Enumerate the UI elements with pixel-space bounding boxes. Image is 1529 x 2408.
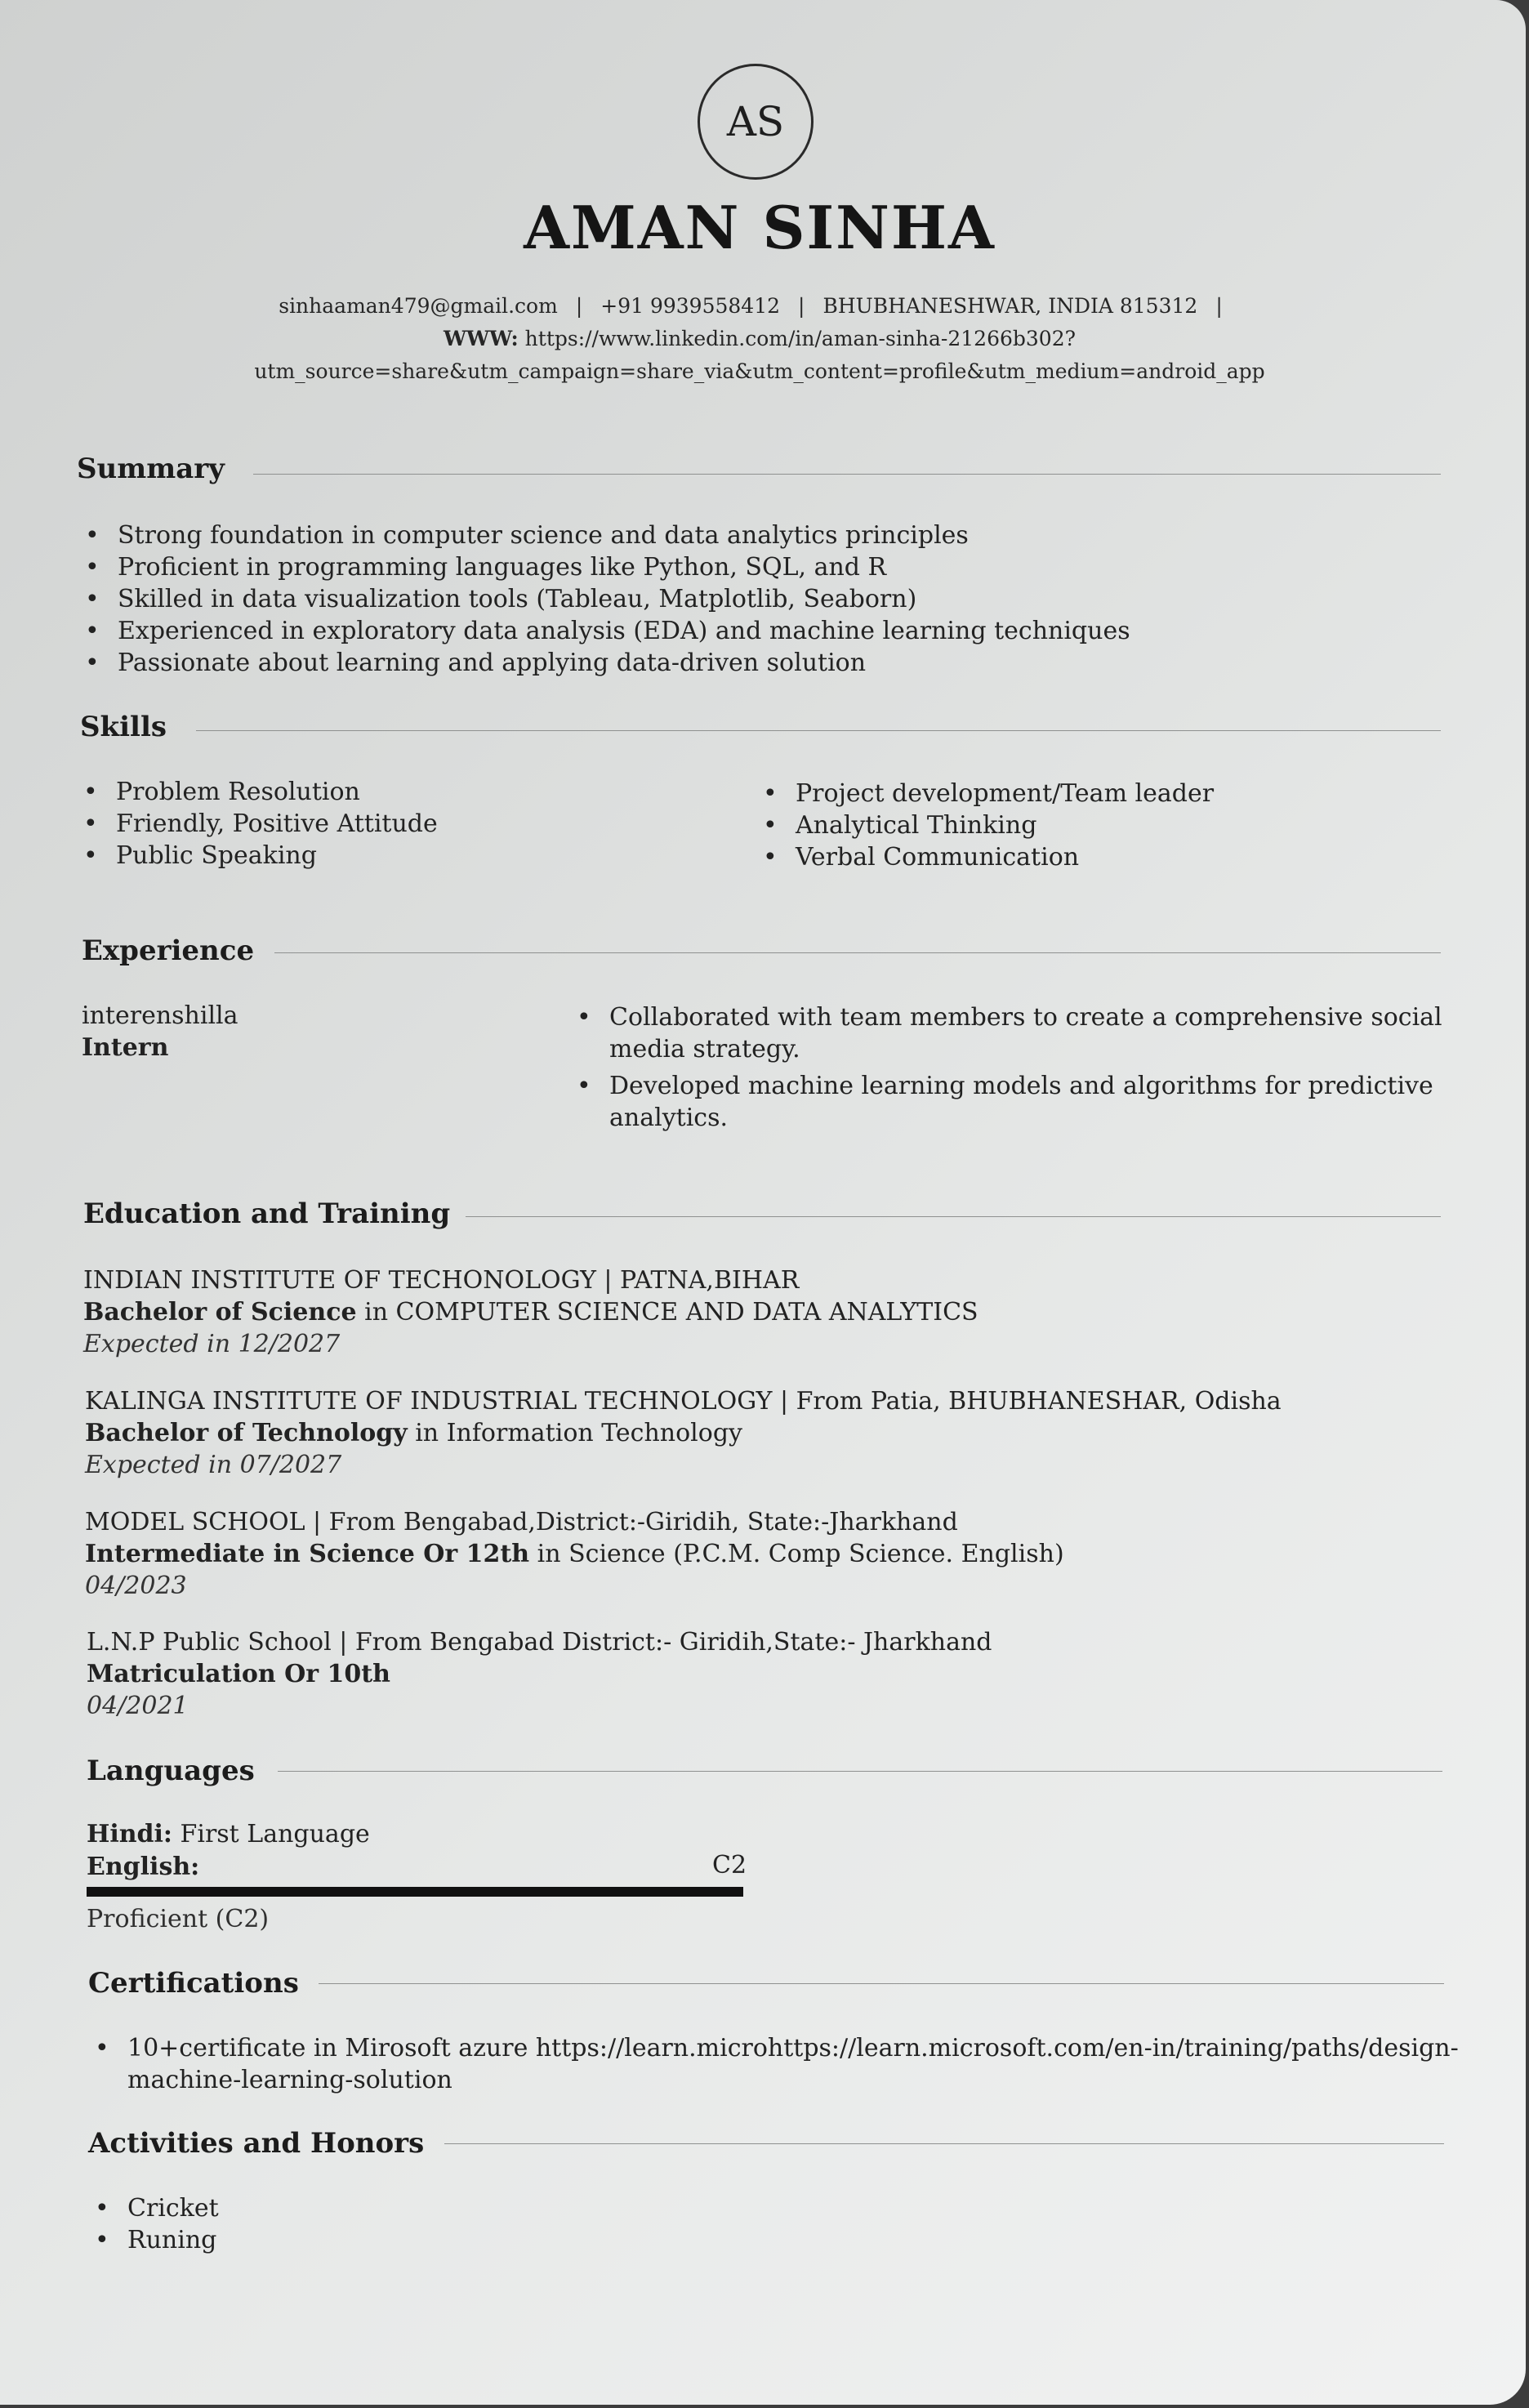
list-item: • Proficient in programming languages like Python, SQL, and R <box>82 551 1130 583</box>
candidate-name: AMAN SINHA <box>524 193 996 262</box>
certifications-list <box>91 2032 1459 2096</box>
education-entry <box>85 1506 1064 1602</box>
experience-list <box>573 1001 1442 1134</box>
list-item <box>573 1001 1442 1065</box>
proficiency-bar <box>87 1887 743 1897</box>
education-date: 04/2021 <box>87 1692 189 1720</box>
education-entry <box>87 1626 992 1722</box>
list-item: • Analytical Thinking <box>760 809 1214 841</box>
list-item: • Strong foundation in computer science and data analytics principles <box>82 520 1130 551</box>
institution-line: MODEL SCHOOL | From Bengabad,District:-Giridih, State:-Jharkhand <box>85 1508 958 1536</box>
experience-heading: Experience <box>82 934 255 967</box>
education-date: Expected in 12/2027 <box>83 1330 341 1358</box>
email[interactable]: sinhaaman479@gmail.com <box>279 294 558 318</box>
education-heading: Education and Training <box>83 1197 451 1230</box>
website-line <box>0 327 1519 350</box>
list-item: • Passionate about learning and applying data-driven solution <box>82 647 1130 679</box>
list-item: • Friendly, Positive Attitude <box>80 808 438 840</box>
location: BHUBHANESHWAR, INDIA 815312 <box>822 294 1198 318</box>
list-item: • Project development/Team leader <box>760 778 1214 809</box>
language-name: English: <box>87 1853 200 1881</box>
list-item-text: 10+certificate in Mirosoft azure https://learn.microhttps://learn.microsoft.com/en-in/training/paths/design- <box>127 2034 1459 2062</box>
section-divider <box>253 474 1441 475</box>
separator: | <box>575 294 583 318</box>
list-item: • Verbal Communication <box>760 841 1214 873</box>
degree-field: in Information Technology <box>407 1419 742 1447</box>
list-item: • Experienced in exploratory data analysis (EDA) and machine learning techniques <box>82 615 1130 647</box>
activities-list <box>91 2192 219 2256</box>
education-date: Expected in 07/2027 <box>85 1451 342 1479</box>
language-proficiency: Proficient (C2) <box>87 1905 270 1933</box>
language-level: First Language <box>172 1820 370 1848</box>
monogram-badge <box>698 64 814 180</box>
monogram-text: AS <box>726 98 785 145</box>
degree: Bachelor of Science <box>83 1298 357 1327</box>
list-item-text: media strategy. <box>609 1035 800 1064</box>
website-url[interactable]: https://www.linkedin.com/in/aman-sinha-21266b302? <box>524 327 1077 350</box>
language-name: Hindi: <box>87 1820 172 1848</box>
institution-line: INDIAN INSTITUTE OF TECHONOLOGY | PATNA,BIHAR <box>83 1266 800 1295</box>
list-item <box>91 2032 1459 2096</box>
list-item-text: Collaborated with team members to create a comprehensive social <box>609 1003 1442 1032</box>
section-divider <box>444 2143 1444 2144</box>
language-level-label: C2 <box>712 1851 747 1880</box>
website-line-continued <box>0 359 1519 383</box>
list-item: • Runing <box>91 2224 219 2256</box>
certifications-heading: Certifications <box>88 1967 299 2000</box>
contact-line <box>0 294 1519 318</box>
skills-list-right <box>760 778 1214 873</box>
section-divider <box>274 952 1441 953</box>
job-role: Intern <box>82 1033 169 1062</box>
skills-list-left <box>80 776 438 872</box>
section-divider <box>278 1771 1442 1772</box>
summary-heading: Summary <box>77 453 225 485</box>
list-item: • Skilled in data visualization tools (Tableau, Matplotlib, Seaborn) <box>82 583 1130 615</box>
list-item: • Public Speaking <box>80 840 438 872</box>
list-item-text: analytics. <box>609 1104 729 1132</box>
website-label: WWW: <box>443 327 519 350</box>
language-hindi <box>87 1818 370 1850</box>
degree: Intermediate in Science Or 12th <box>85 1540 530 1568</box>
section-divider <box>196 730 1441 731</box>
institution-line: L.N.P Public School | From Bengabad District:- Giridih,State:- Jharkhand <box>87 1628 992 1657</box>
proficiency-track <box>87 1887 743 1897</box>
list-item <box>573 1070 1442 1134</box>
section-divider <box>319 1983 1444 1984</box>
degree: Bachelor of Technology <box>85 1419 408 1447</box>
institution-line: KALINGA INSTITUTE OF INDUSTRIAL TECHNOLOGY | From Patia, BHUBHANESHAR, Odisha <box>85 1387 1282 1416</box>
list-item: • Cricket <box>91 2192 219 2224</box>
degree: Matriculation Or 10th <box>87 1660 390 1688</box>
section-divider <box>466 1216 1441 1217</box>
skills-heading: Skills <box>80 711 167 743</box>
company-name: interenshilla <box>82 1001 238 1030</box>
education-entry <box>83 1264 978 1360</box>
degree-field: in COMPUTER SCIENCE AND DATA ANALYTICS <box>356 1298 978 1327</box>
degree-field: in Science (P.C.M. Comp Science. English) <box>529 1540 1064 1568</box>
list-item-text: machine-learning-solution <box>127 2066 452 2094</box>
summary-list <box>82 520 1130 679</box>
website-url-continued[interactable]: utm_source=share&utm_campaign=share_via&utm_content=profile&utm_medium=android_app <box>254 359 1265 383</box>
phone: +91 9939558412 <box>600 294 781 318</box>
activities-heading: Activities and Honors <box>88 2127 425 2160</box>
separator: | <box>1215 294 1223 318</box>
education-entry <box>85 1385 1282 1481</box>
separator: | <box>798 294 805 318</box>
list-item-text: Developed machine learning models and algorithms for predictive <box>609 1072 1433 1100</box>
languages-heading: Languages <box>87 1755 255 1787</box>
list-item: • Problem Resolution <box>80 776 438 808</box>
education-date: 04/2023 <box>85 1572 187 1600</box>
